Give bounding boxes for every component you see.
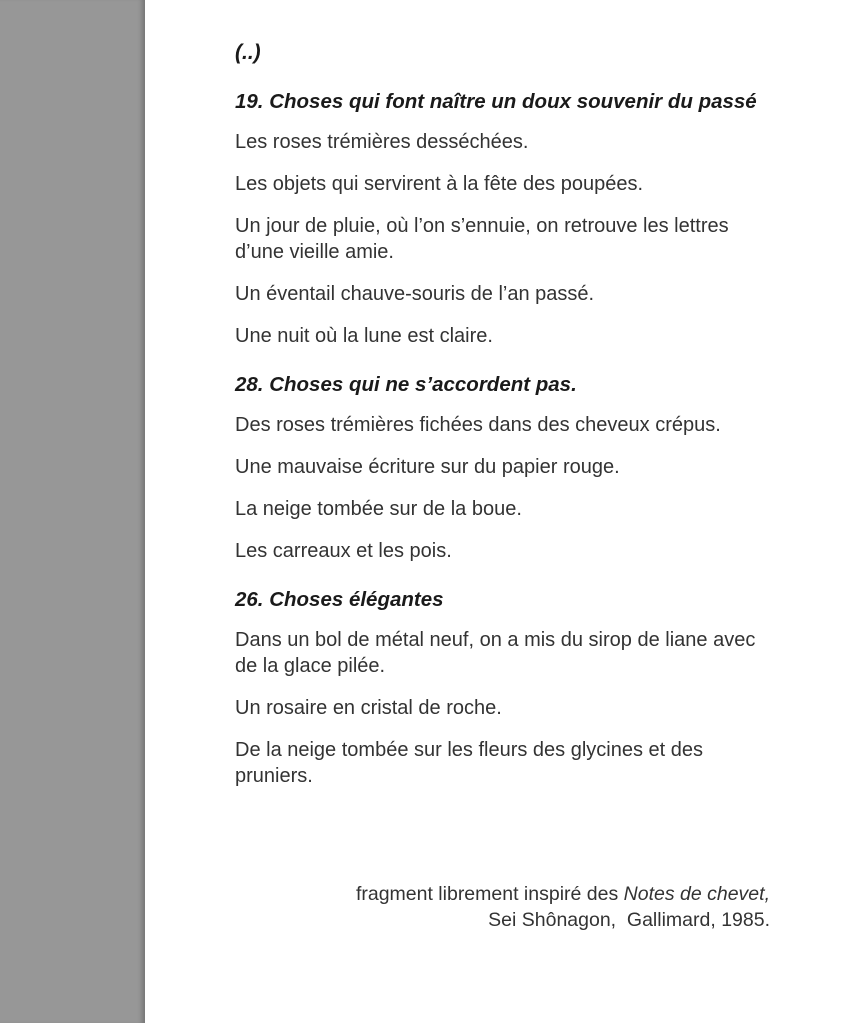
ellipsis-marker: (..) bbox=[235, 41, 261, 64]
section-19-heading: 19. Choses qui font naître un doux souvenir du passé bbox=[235, 90, 757, 113]
attribution bbox=[235, 881, 770, 933]
attribution-line-2: Sei Shônagon, Gallimard, 1985. bbox=[488, 909, 770, 931]
paragraph: Les objets qui servirent à la fête des poupées. bbox=[235, 173, 644, 195]
left-margin-band bbox=[0, 0, 145, 1023]
paragraph: Des roses trémières fichées dans des cheveux crépus. bbox=[235, 414, 721, 436]
paragraph: La neige tombée sur de la boue. bbox=[235, 498, 522, 520]
attribution-book-title: Notes de chevet, bbox=[623, 883, 770, 905]
paragraph: Un jour de pluie, où l’on s’ennuie, on retrouve les lettres d’une vieille amie. bbox=[235, 215, 729, 263]
section-19 bbox=[235, 88, 770, 349]
paragraph: De la neige tombée sur les fleurs des glycines et des pruniers. bbox=[235, 739, 704, 787]
section-28 bbox=[235, 371, 770, 564]
section-28-heading: 28. Choses qui ne s’accordent pas. bbox=[235, 373, 577, 396]
text-column bbox=[235, 40, 770, 805]
paragraph: Les roses trémières desséchées. bbox=[235, 131, 529, 153]
paragraph: Un rosaire en cristal de roche. bbox=[235, 697, 502, 719]
paragraph: Un éventail chauve-souris de l’an passé. bbox=[235, 283, 595, 305]
paragraph: Une mauvaise écriture sur du papier rouge. bbox=[235, 456, 620, 478]
section-26-heading: 26. Choses élégantes bbox=[235, 588, 444, 611]
paragraph: Une nuit où la lune est claire. bbox=[235, 325, 493, 347]
paragraph: Les carreaux et les pois. bbox=[235, 540, 452, 562]
paragraph: Dans un bol de métal neuf, on a mis du sirop de liane avec de la glace pilée. bbox=[235, 629, 756, 677]
section-26 bbox=[235, 586, 770, 789]
attribution-prefix: fragment librement inspiré des bbox=[355, 883, 624, 905]
attribution-line-1 bbox=[235, 881, 770, 907]
